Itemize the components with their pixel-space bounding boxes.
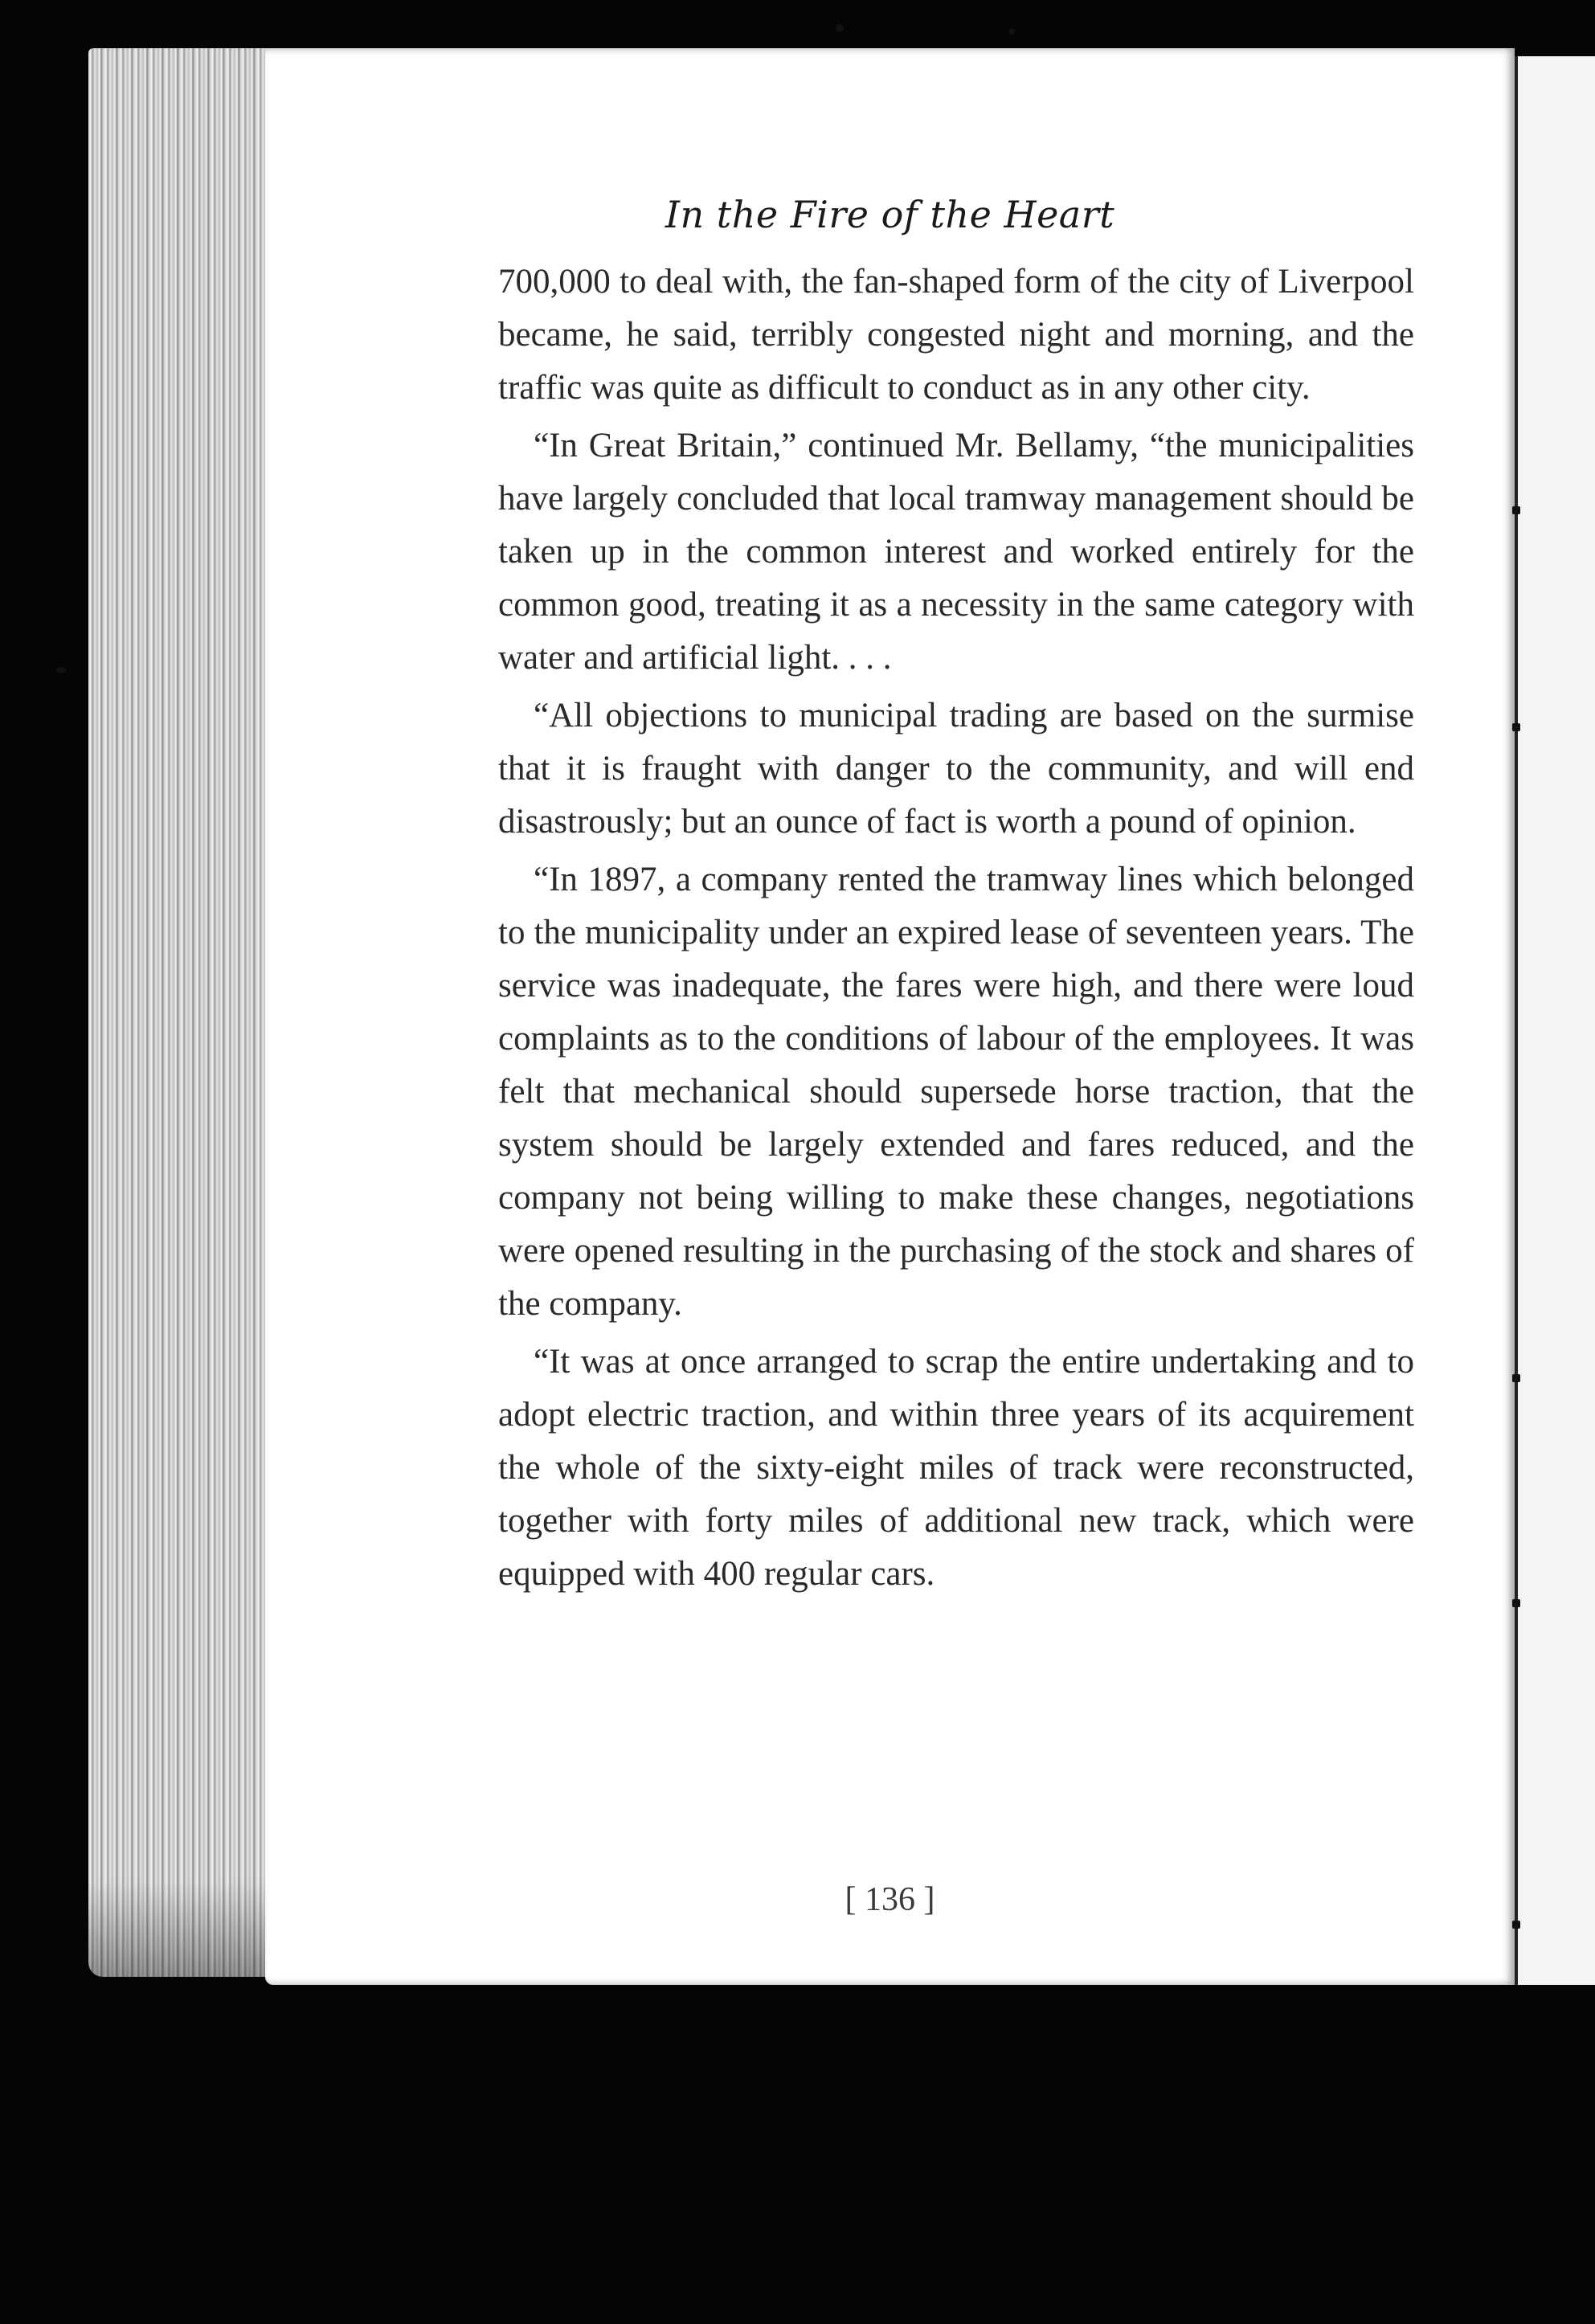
dust-speck: [56, 667, 66, 673]
running-head: In the Fire of the Heart: [665, 193, 1115, 236]
facing-page-edge: [1515, 56, 1595, 1985]
edge-mark: [1512, 723, 1520, 731]
dust-speck: [836, 24, 844, 32]
edge-mark: [1512, 1921, 1520, 1929]
paragraph: 700,000 to deal with, the fan-shaped form of the city of Liverpool became, he said, terribly congested night and morning, and the traffic was quite as difficult to conduct as in any other city.: [498, 263, 1414, 407]
paragraph: “It was at once arranged to scrap the entire undertaking and to adopt electric traction, and within three years of its acquirement the whole of the sixty-eight miles of track were reconstructed, together with forty miles of additional new track, which were equipped with 400 regular cars.: [498, 1343, 1414, 1593]
page-body: [498, 256, 1414, 1606]
paragraph: “In 1897, a company rented the tramway lines which belonged to the municipality under an expired lease of seventeen years. The service was inadequate, the fares were high, and there were loud complaints as to the conditions of labour of the employees. It was felt that mechanical should supersede horse traction, that the system should be largely extended and fares reduced, and the company not being willing to make these changes, negotiations were opened resulting in the purchasing of the stock and shares of the company.: [498, 861, 1414, 1323]
paragraph: “In Great Britain,” continued Mr. Bellamy, “the municipalities have largely concluded that local tramway management should be taken up in the common interest and worked entirely for the common good, treating it as a necessity in the same category with water and artificial light. . . .: [498, 427, 1414, 677]
edge-mark: [1512, 1374, 1520, 1382]
edge-mark: [1512, 1599, 1520, 1607]
edge-mark: [1512, 506, 1520, 514]
paragraph: “All objections to municipal trading are based on the surmise that it is fraught with danger to the community, and will end disastrously; but an ounce of fact is worth a pound of opinion.: [498, 697, 1414, 841]
dust-speck: [1008, 28, 1015, 35]
book-page-edges: [88, 48, 269, 1977]
page-number: [ 136 ]: [845, 1881, 935, 1918]
